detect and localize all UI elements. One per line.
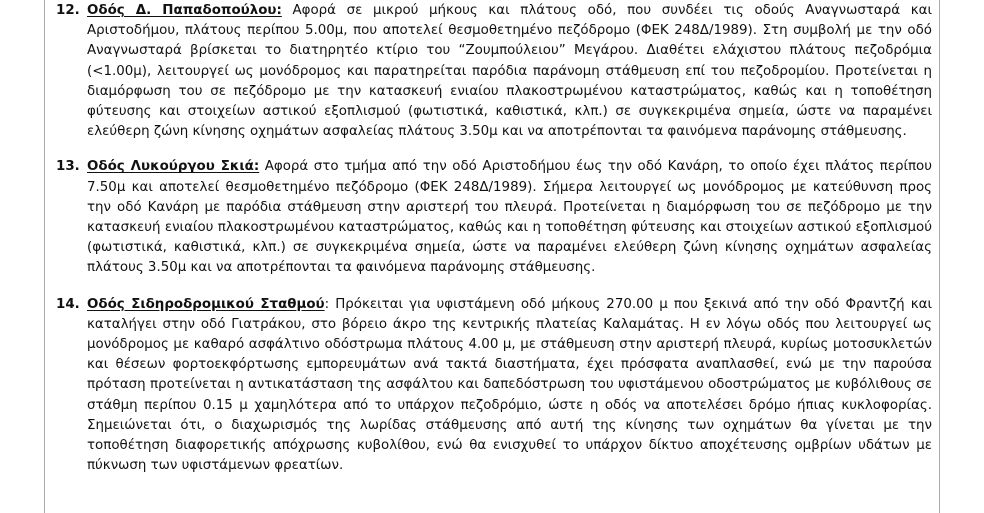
item-title: Οδός Σιδηροδρομικού Σταθμού: [87, 296, 325, 312]
list-item-14: [56, 295, 932, 477]
item-title: Οδός Δ. Παπαδοπούλου:: [87, 3, 282, 18]
item-text: : Πρόκειται για υφιστάμενη οδό μήκους 270.00 μ που ξεκινά από την οδό Φραντζή και καταλήγει στην οδό Γιατράκου, στο βόρειο άκρο της κεντρικής πλατείας Καλαμάτας. Η εν λόγω οδός που λειτουργεί ως μονόδρομος με καθαρό ασφάλτινο οδόστρωμα πλάτους 4.00 μ, με στάθμευση στην αριστερή πλευρά, κυρίως μοτοσυκλετών και θέσεων φορτοεκφόρτωσης εμπορευμάτων ανά τακτά διαστήματα, έχει πρόσφατα αναπλασθεί, ενώ με την παρούσα πρόταση προτείνεται η αντικατάσταση της ασφάλτου και δαπεδόστρωση του υφιστάμενου οδοστρώματος με κυβόλιθους σε στάθμη περίπου 0.15 μ χαμηλότερα από το υπάρχον πεζοδρόμιο, ώστε η οδός να αποτελέσει δρόμο ήπιας κυκλοφορίας. Σημειώνεται ότι, ο διαχωρισμός της λωρίδας στάθμευσης από αυτή της κίνησης των οχημάτων θα γίνεται με την τοποθέτηση διαφορετικής απόχρωσης κυβολίθου, ενώ θα ενισχυθεί το υπάρχον δίκτυο αποχέτευσης ομβρίων υδάτων με πύκνωση των υφιστάμενων φρεατίων.: [87, 296, 932, 474]
numbered-list: [56, 0, 932, 476]
list-item-12: [56, 1, 932, 142]
item-number: 14.: [56, 296, 80, 312]
item-number: 13.: [56, 159, 80, 175]
item-text: Αφορά σε μικρού μήκους και πλάτους οδό, που συνδέει τις οδούς Αναγνωσταρά και Αριστοδήμου, πλάτους περίπου 5.00μ, που αποτελεί θεσμοθετημένο πεζόδρομο (ΦΕΚ 248Δ/1989). Στη συμβολή με την οδό Αναγνωσταρά βρίσκεται το διατηρητέο κτίριο του “Ζουμπούλειου” Μεγάρου. Διαθέτει ελάχιστου πλάτους πεζοδρόμια (<1.00μ), λειτουργεί ως μονόδρομος και παρατηρείται παρόδια παράνομη στάθμευση επί του πεζοδρομίου. Προτείνεται η διαμόρφωση του σε πεζόδρομο με την κατασκευή ενιαίου πλακοστρωμένου καταστρώματος, καθώς και η τοποθέτηση φύτευσης και στοιχείων αστικού εξοπλισμού (φωτιστικά, καθιστικά, κλπ.) σε συγκεκριμένα σημεία, ώστε να παραμένει ελεύθερη ζώνη κίνησης οχημάτων ασφαλείας πλάτους 3.50μ και να αποτρέπονται τα φαινόμενα παράνομης στάθμευσης.: [87, 3, 932, 140]
page-right-border: [939, 0, 940, 513]
item-number: 12.: [56, 3, 80, 18]
list-item-13: [56, 157, 932, 278]
item-text: Αφορά στο τμήμα από την οδό Αριστοδήμου έως την οδό Κανάρη, το οποίο έχει πλάτος περίπου 7.50μ και αποτελεί θεσμοθετημένο πεζόδρομο (ΦΕΚ 248Δ/1989). Σήμερα λειτουργεί ως μονόδρομος με κατεύθυνση προς την οδό Κανάρη με παρόδια στάθμευση στην αριστερή του πλευρά. Προτείνεται η διαμόρφωση του σε πεζόδρομο με την κατασκευή ενιαίου πλακοστρωμένου καταστρώματος, καθώς και η τοποθέτηση φύτευσης και στοιχείων αστικού εξοπλισμού (φωτιστικά, καθιστικά, κλπ.) σε συγκεκριμένα σημεία, ώστε να παραμένει ελεύθερη ζώνη κίνησης οχημάτων ασφαλείας πλάτους 3.50μ και να αποτρέπονται τα φαινόμενα παράνομης στάθμευσης.: [87, 159, 932, 276]
page-left-border: [44, 0, 45, 513]
item-title: Οδός Λυκούργου Σκιά:: [87, 159, 260, 175]
